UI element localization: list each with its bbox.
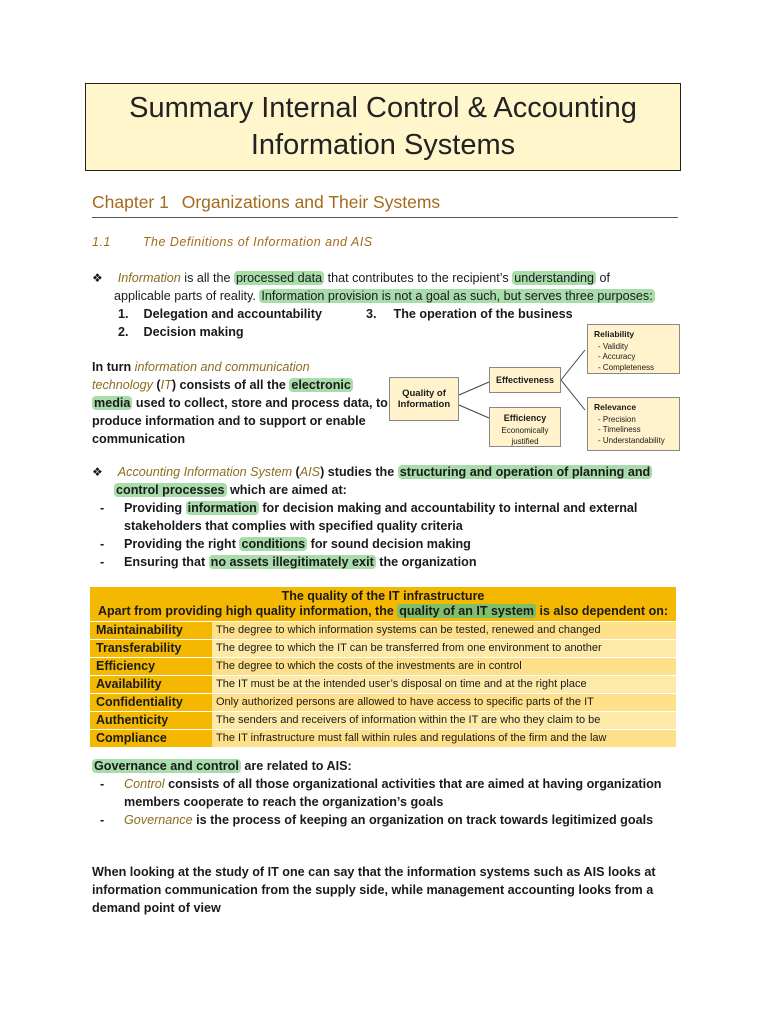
highlight-electronic: electronic <box>291 378 351 392</box>
table-row <box>90 639 676 657</box>
dash-bullet: - <box>100 501 105 515</box>
row-key: Compliance <box>90 730 212 747</box>
row-value: The degree to which the costs of the investments are in control <box>212 658 676 675</box>
ais-list <box>100 499 637 571</box>
highlight-structuring: structuring and operation of planning and <box>399 465 651 479</box>
text: ( <box>292 465 300 479</box>
diagram-label: Reliability <box>594 329 635 339</box>
row-key: Authenticity <box>90 712 212 729</box>
text: In turn <box>92 360 135 374</box>
term-information: Information <box>117 271 181 285</box>
highlight-media: media <box>94 396 131 410</box>
table-header <box>90 587 676 621</box>
title-line-2: Information Systems <box>250 129 516 161</box>
table-row <box>90 693 676 711</box>
chapter-heading <box>92 192 440 213</box>
text: Providing <box>124 501 186 515</box>
dash-bullet: - <box>100 537 105 551</box>
diagram-item: - Precision <box>594 415 673 426</box>
diagram-label: Quality of Information <box>397 388 451 410</box>
text: produce information and to support or enable <box>92 414 366 428</box>
row-value: Only authorized persons are allowed to have access to specific parts of the IT <box>212 694 676 711</box>
table-row <box>90 729 676 747</box>
purpose-item <box>118 305 322 323</box>
text: that contributes to the recipient’s <box>324 271 513 285</box>
table-row <box>90 675 676 693</box>
table-row <box>90 711 676 729</box>
information-bullet <box>92 269 655 305</box>
title-line-1: Summary Internal Control & Accounting <box>129 92 637 124</box>
abbr-ais: AIS <box>299 465 321 479</box>
diagram-sublabel: Economically justified <box>501 426 549 446</box>
row-value: The degree to which the IT can be transferred from one environment to another <box>212 640 676 657</box>
highlight-processed-data: processed data <box>235 271 323 285</box>
purpose-text: Delegation and accountability <box>143 307 322 321</box>
row-key: Efficiency <box>90 658 212 675</box>
term-ict: information and communication <box>134 360 310 374</box>
table-body <box>90 621 676 747</box>
text: members cooperate to reach the organization’s goals <box>124 795 444 809</box>
term-governance: Governance <box>124 813 193 827</box>
purpose-number: 2. <box>118 325 129 339</box>
text: which are aimed at: <box>226 483 347 497</box>
diagram-label: Efficiency <box>503 413 547 423</box>
diagram-label: Relevance <box>594 402 637 412</box>
text: for decision making and accountability to internal and external <box>258 501 638 515</box>
section-number: 1.1 <box>92 235 111 249</box>
table-row <box>90 657 676 675</box>
text: communication <box>92 432 186 446</box>
term-technology: technology <box>92 378 153 392</box>
highlight-information-provision: Information provision is not a goal as such, but serves three purposes: <box>261 289 653 303</box>
text: is also dependent on: <box>536 604 669 618</box>
governance-list <box>100 775 661 829</box>
term-control: Control <box>124 777 165 791</box>
text: ( <box>152 378 161 392</box>
highlight-information: information <box>187 501 257 515</box>
diagram-item: - Completeness <box>594 363 673 374</box>
text: for sound decision making <box>307 537 471 551</box>
text: of <box>596 271 611 285</box>
row-key: Confidentiality <box>90 694 212 711</box>
text: are related to AIS: <box>240 759 352 773</box>
section-title: The Definitions of Information and AIS <box>142 235 373 249</box>
term-ais: Accounting Information System <box>117 465 293 479</box>
row-key: Availability <box>90 676 212 693</box>
table-row <box>90 621 676 639</box>
reliability-box <box>587 324 680 374</box>
abbr-it: IT <box>160 378 172 392</box>
ais-bullet <box>92 463 652 499</box>
diagram-label: Effectiveness <box>495 374 555 385</box>
purpose-text: The operation of the business <box>393 307 573 321</box>
row-value: The IT must be at the intended user’s disposal on time and at the right place <box>212 676 676 693</box>
row-key: Transferability <box>90 640 212 657</box>
row-value: The IT infrastructure must fall within rules and regulations of the firm and the law <box>212 730 676 747</box>
text: Apart from providing high quality information, the <box>97 604 398 618</box>
ict-paragraph <box>92 358 388 448</box>
diagram-item: - Accuracy <box>594 352 673 363</box>
efficiency-box <box>489 407 561 447</box>
chapter-number: Chapter 1 <box>92 192 169 212</box>
governance-section <box>92 757 352 775</box>
diamond-bullet-icon: ❖ <box>92 465 103 479</box>
highlight-no-assets: no assets illegitimately exit <box>210 555 374 569</box>
highlight-conditions: conditions <box>241 537 306 551</box>
text: applicable parts of reality. <box>114 289 260 303</box>
it-quality-table <box>90 587 676 747</box>
diagram-item: - Understandability <box>594 436 673 447</box>
row-key: Maintainability <box>90 622 212 639</box>
section-heading <box>92 235 373 249</box>
text: Ensuring that <box>124 555 209 569</box>
row-value: The degree to which information systems can be tested, renewed and changed <box>212 622 676 639</box>
table-title: The quality of the IT infrastructure <box>281 589 485 603</box>
diagram-item: - Validity <box>594 342 673 353</box>
highlight-governance-control: Governance and control <box>94 759 239 773</box>
diamond-bullet-icon: ❖ <box>92 271 103 285</box>
text: information communication from the supply side, while management accounting looks from a <box>92 883 654 897</box>
document-title-box <box>85 83 681 171</box>
highlight-control-processes: control processes <box>116 483 225 497</box>
dash-bullet: - <box>100 555 105 569</box>
purpose-number: 1. <box>118 307 129 321</box>
text: consists of all those organizational activities that are aimed at having organization <box>164 777 662 791</box>
dash-bullet: - <box>100 813 105 827</box>
chapter-title: Organizations and Their Systems <box>181 192 441 212</box>
text: ) consists of all the <box>171 378 290 392</box>
dash-bullet: - <box>100 777 105 791</box>
chapter-divider <box>92 217 678 218</box>
purpose-item <box>118 323 244 341</box>
text: the organization <box>375 555 477 569</box>
row-value: The senders and receivers of information within the IT are who they claim to be <box>212 712 676 729</box>
relevance-box <box>587 397 680 451</box>
text: is the process of keeping an organization on track towards legitimized goals <box>192 813 654 827</box>
text: demand point of view <box>92 901 221 915</box>
purpose-number: 3. <box>366 307 377 321</box>
purpose-text: Decision making <box>143 325 244 339</box>
text: ) studies the <box>320 465 398 479</box>
highlight-quality-it-system: quality of an IT system <box>399 604 535 618</box>
highlight-understanding: understanding <box>514 271 595 285</box>
quality-of-information-box <box>389 377 459 421</box>
text: stakeholders that complies with specified quality criteria <box>124 519 463 533</box>
text: used to collect, store and process data, to <box>132 396 388 410</box>
text: is all the <box>180 271 234 285</box>
diagram-item: - Timeliness <box>594 425 673 436</box>
effectiveness-box <box>489 367 561 393</box>
text: When looking at the study of IT one can say that the information systems such as AIS looks at <box>92 865 656 879</box>
text: Providing the right <box>124 537 240 551</box>
closing-paragraph <box>92 863 656 917</box>
